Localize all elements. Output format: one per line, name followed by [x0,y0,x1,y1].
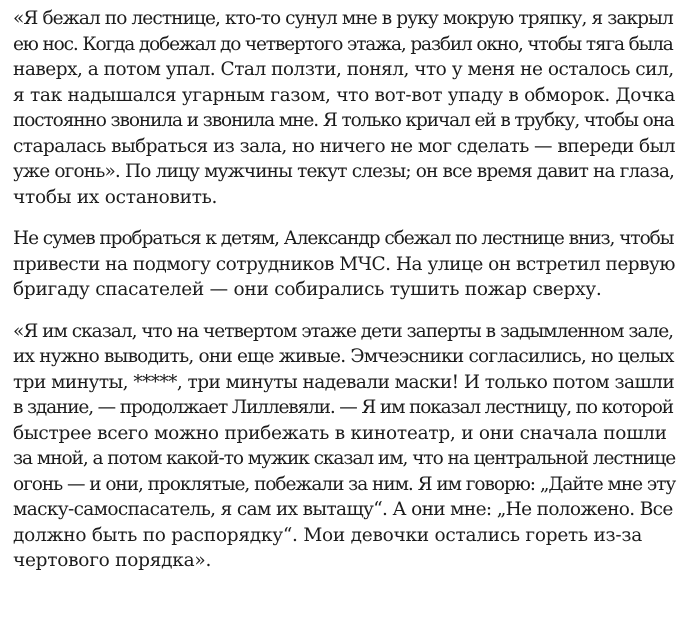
text-line: наверх, а потом упал. Стал ползти, понял, что у меня не осталось сил, [13,59,674,80]
text-line: Не сумев пробраться к детям, Александр сбежал по лестнице вниз, чтобы [13,228,674,249]
text-line: постоянно звонила и звонила мне. Я только кричал ей в трубку, чтобы она [13,110,674,131]
text-line: уже огонь». По лицу мужчины текут слезы; он все время давит на глаза, [13,161,675,182]
paragraph-2 [13,226,675,303]
text-line: «Я бежал по лестнице, кто-то сунул мне в руку мокрую тряпку, я закрыл [13,8,673,29]
text-line: чертового порядка». [13,550,212,571]
text-line: быстрее всего можно прибежать в кинотеатр, и они сначала пошли [13,422,667,444]
text-line: ею нос. Когда добежал до четвертого этажа, разбил окно, чтобы тяга была [13,33,673,55]
text-line: три минуты, *****, три минуты надевали маски! И только потом зашли [13,371,675,393]
text-line: их нужно выводить, они еще живые. Эмчеэсники согласились, но целых [13,346,674,367]
text-line: я так надышался угарным газом, что вот-вот упаду в обморок. Дочка [13,84,676,106]
text-line: чтобы их остановить. [13,186,218,208]
text-line: старалась выбраться из зала, но ничего не мог сделать — впереди был [13,135,675,157]
text-line: за мной, а потом какой-то мужик сказал им, что на центральной лестнице [13,448,676,469]
text-line: «Я им сказал, что на четвертом этаже дети заперты в задымленном зале, [13,320,674,342]
text-line: маску-самоспасатель, я сам их вытащу“. А они мне: „Не положено. Все [13,499,673,520]
text-line: бригаду спасателей — они собирались тушить пожар сверху. [13,279,602,300]
text-line: огонь — и они, проклятые, побежали за ним. Я им говорю: „Дайте мне эту [13,473,676,495]
text-line: привести на подмогу сотрудников МЧС. На улице он встретил первую [13,253,676,275]
text-line: в здание, — продолжает Лиллевяли. — Я им показал лестницу, по которой [13,397,673,418]
paragraph-3 [13,319,675,574]
text-line: должно быть по распорядку“. Мои девочки остались гореть из-за [13,524,643,546]
paragraph-1 [13,6,675,210]
